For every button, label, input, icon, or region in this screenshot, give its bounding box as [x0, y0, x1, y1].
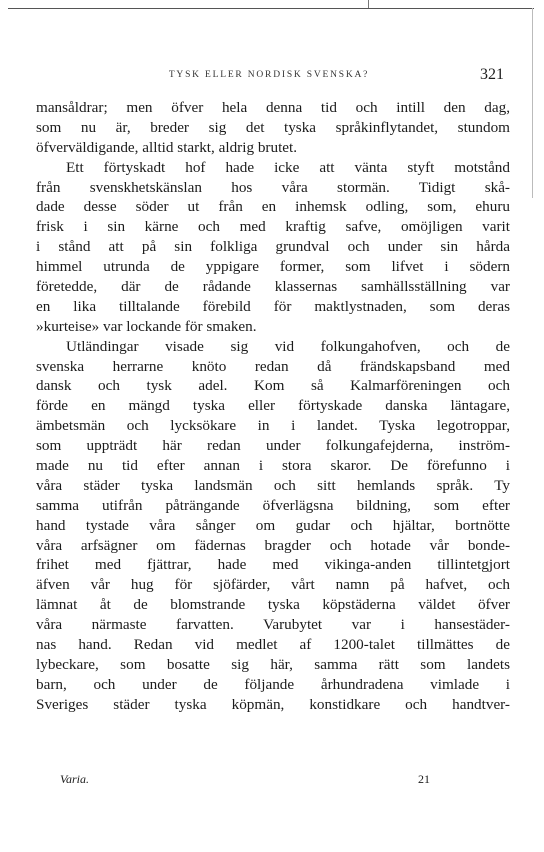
text-line: himmel utrunda de yppigare former, som lifvet i södern	[36, 258, 510, 276]
text-line: våra arfsägner om fädernas bragder och hotade vår bonde-	[36, 536, 510, 554]
text-line: i stånd att på sin folkliga grundval och under sin hårda	[36, 238, 510, 256]
page-number: 321	[480, 66, 504, 83]
text-line: förde en mängd tyska eller förtyskade danska läntagare,	[36, 397, 510, 415]
text-line: lämnat åt de blomstrande tyska köpstäderna väldet öfver	[36, 596, 510, 614]
text-line: dade desse söder ut från en inhemsk odling, som, ehuru	[36, 198, 510, 216]
top-rule	[8, 8, 534, 9]
text-line: svenska herrarne knöto redan då frändskapsband med	[36, 357, 510, 375]
text-line: »kurteise» var lockande för smaken.	[36, 317, 257, 335]
text-line: made nu tid efter annan i stora skaror. De förefunno i	[36, 457, 510, 475]
text-line: från svenskhetskänslan hos våra stormän. Tidigt skå-	[36, 178, 510, 196]
text-line: ämbetsmän och lycksökare in i landet. Tyska legotroppar,	[36, 417, 510, 435]
page-footer	[60, 772, 430, 788]
text-line: våra närmaste farvatten. Varubytet var i hansestäder-	[36, 616, 510, 634]
text-line: nas hand. Redan vid medlet af 1200-talet tillmättes de	[36, 636, 510, 654]
text-line: dansk och tysk adel. Kom så Kalmarföreningen och	[36, 377, 510, 395]
body-text	[36, 98, 510, 715]
text-line: våra städer tyska landsmän och sitt hemlands språk. Ty	[36, 476, 510, 494]
text-line: äfven vår hug för sjöfärder, vårt namn på hafvet, och	[36, 576, 510, 594]
text-line: frisk i sin kärne och med kraftig safve, omöjligen varit	[36, 218, 510, 236]
page-header	[30, 68, 508, 86]
text-line: företedde, där de rådande klassernas samhällsställning var	[36, 278, 510, 296]
text-line: mansåldrar; men öfver hela denna tid och intill den dag,	[36, 99, 510, 116]
running-head: TYSK ELLER NORDISK SVENSKA?	[168, 70, 370, 80]
text-line: samma utifrån påträngande öfverlägsna bildning, som efter	[36, 496, 510, 514]
text-line: lybeckare, som bosatte sig här, samma rätt som landets	[36, 655, 510, 673]
right-edge-rule	[532, 8, 533, 198]
text-line: som uppträdt här redan under folkungafejderna, inström-	[36, 437, 510, 455]
text-line: frihet med fjättrar, hade med vikinga-anden tillintetgjort	[36, 556, 510, 574]
paragraph-start-line: Utländingar visade sig vid folkungahofven, och de	[66, 337, 510, 355]
text-line: barn, och under de följande århundradena vimlade i	[36, 675, 510, 693]
text-line: hand tystade våra sånger om gudar och hjältar, bortnötte	[36, 516, 510, 534]
signature-mark: Varia.	[60, 772, 90, 786]
text-line: Sveriges städer tyska köpmän, konstidkare och handtver-	[36, 695, 510, 713]
sheet-number: 21	[418, 772, 430, 786]
top-rule-tick	[368, 0, 369, 8]
text-line: som nu är, breder sig det tyska språkinflytandet, stundom	[36, 118, 510, 136]
text-line: öfverväldigande, alltid starkt, aldrig brutet.	[36, 138, 298, 156]
text-line: en lika tilltalande förebild för maktlystnaden, som deras	[36, 297, 510, 315]
paragraph-start-line: Ett förtyskadt hof hade icke att vänta styft motstånd	[66, 158, 510, 176]
